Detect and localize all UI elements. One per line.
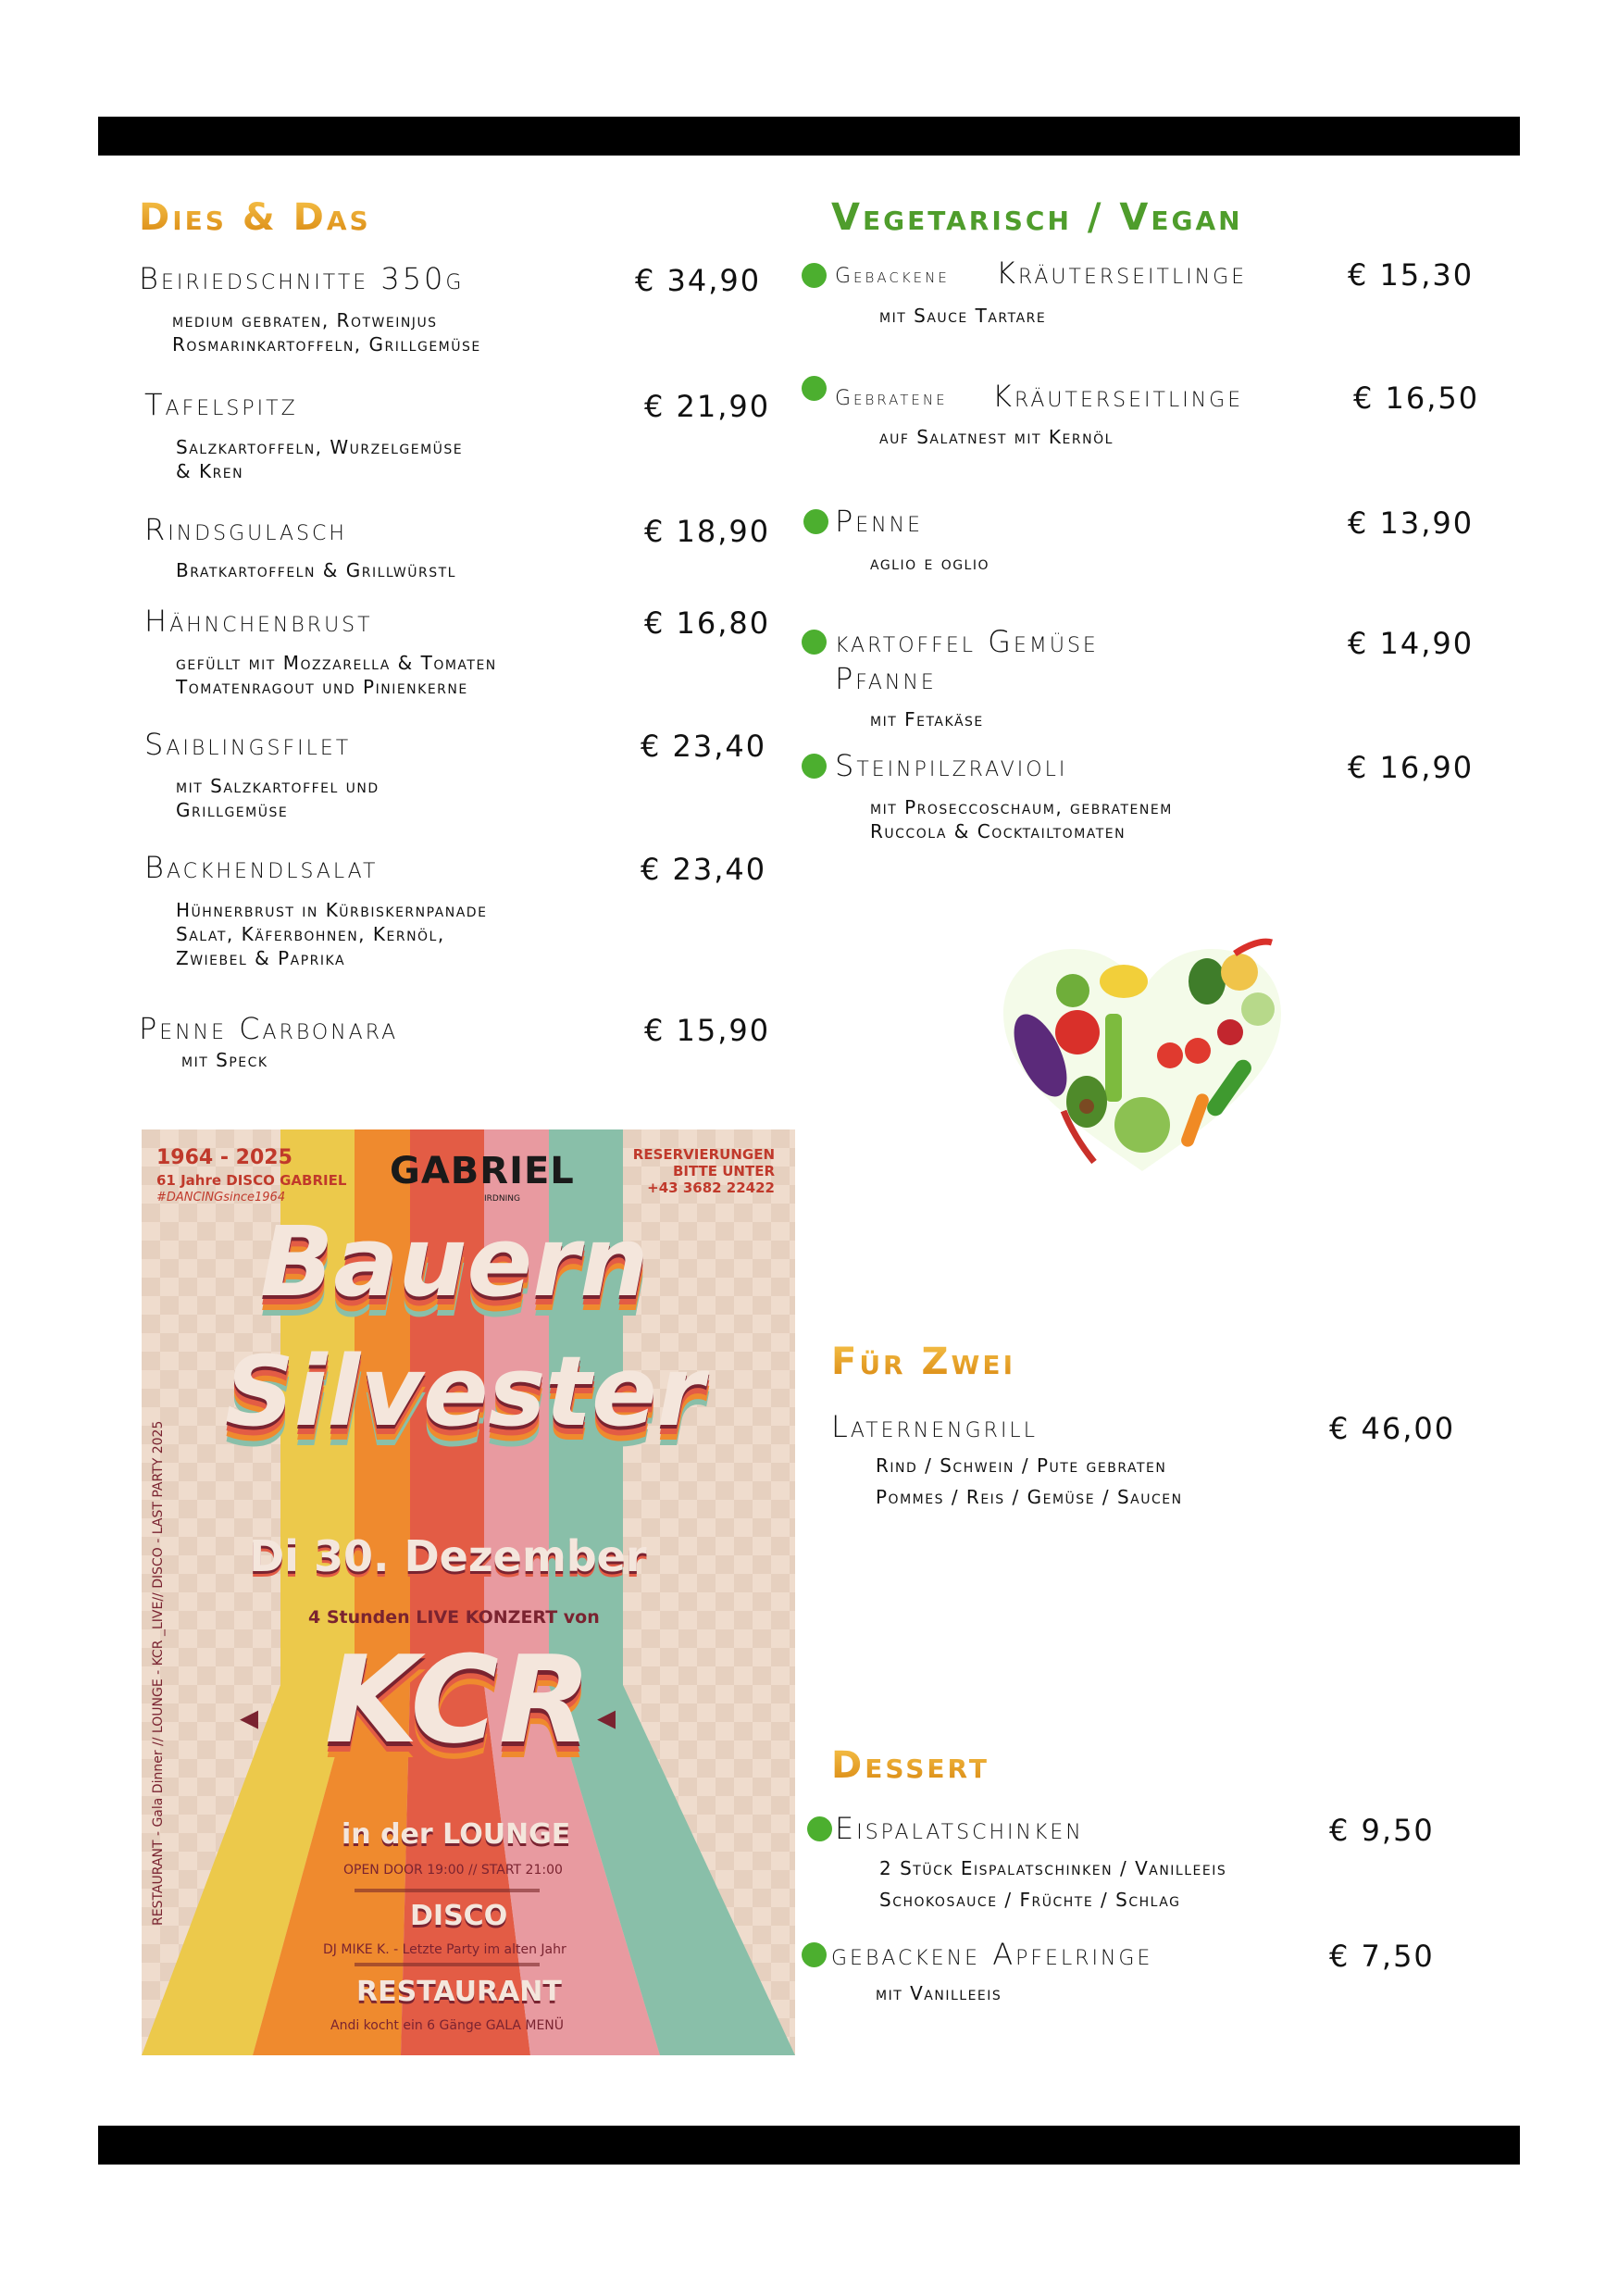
item-name: Kräuterseitlinge [996, 256, 1248, 291]
poster-disco: DISCO [410, 1900, 508, 1932]
poster-lounge: in der LOUNGE [342, 1818, 571, 1851]
vegetarian-dot-icon [802, 630, 827, 655]
vegetarian-dot-icon [803, 509, 828, 534]
vegetarian-dot-icon [802, 263, 827, 288]
poster-restaurant-sub: Andi kocht ein 6 Gänge GALA MENÜ [330, 2018, 565, 2033]
item-name: Eispalatschinken [835, 1811, 1084, 1846]
item-name-line2: Pfanne [835, 661, 937, 696]
item-price: € 15,30 [1348, 257, 1475, 293]
item-desc: Schokosauce / Früchte / Schlag [879, 1889, 1181, 1911]
item-desc: Zwiebel & Paprika [176, 947, 346, 969]
item-desc: Salzkartoffeln, Wurzelgemüse [176, 436, 464, 458]
event-poster [142, 1129, 795, 2055]
item-name-prefix: Gebackene [835, 265, 950, 288]
item-desc: 2 Stück Eispalatschinken / Vanilleeis [879, 1857, 1227, 1879]
item-price: € 23,40 [641, 729, 767, 764]
item-name: Tafelspitz [144, 387, 298, 422]
item-name: Kräuterseitlinge [992, 379, 1244, 414]
poster-reserve-line1: RESERVIERUNGEN [632, 1146, 775, 1163]
item-desc: Pommes / Reis / Gemüse / Saucen [876, 1486, 1183, 1508]
item-price: € 14,90 [1348, 626, 1475, 661]
item-name: Steinpilzravioli [835, 748, 1068, 783]
item-desc: mit Proseccoschaum, gebratenem [870, 796, 1173, 818]
item-price: € 18,90 [644, 514, 771, 549]
bottom-bar [98, 2126, 1520, 2165]
poster-dj: DJ MIKE K. - Letzte Party im alten Jahr [323, 1942, 566, 1957]
item-desc: gefüllt mit Mozzarella & Tomaten [176, 652, 497, 674]
poster-logo: GABRIEL [390, 1150, 575, 1192]
poster-years: 1964 - 2025 [156, 1146, 292, 1169]
item-desc: Salat, Käferbohnen, Kernöl, [176, 923, 445, 945]
item-desc: Hühnerbrust in Kürbiskernpanade [176, 899, 488, 921]
poster-title-line1: Bauern [260, 1205, 649, 1318]
item-desc: Bratkartoffeln & Grillwürstl [176, 559, 456, 581]
section-title-dies-das: Dies & Das [139, 196, 371, 239]
top-bar [98, 117, 1520, 156]
item-name: Backhendlsalat [144, 850, 379, 885]
item-price: € 9,50 [1329, 1813, 1435, 1848]
item-desc: mit Vanilleeis [876, 1982, 1002, 2004]
poster-open: OPEN DOOR 19:00 // START 21:00 [343, 1863, 563, 1878]
item-price: € 7,50 [1329, 1939, 1435, 1974]
section-title-fuer-zwei: Für Zwei [831, 1341, 1015, 1383]
item-price: € 46,00 [1329, 1411, 1456, 1446]
item-desc: Rosmarinkartoffeln, Grillgemüse [172, 333, 481, 356]
item-name-prefix: Gebratene [835, 387, 948, 410]
poster-arrow-left-icon: ◂ [240, 1696, 259, 1739]
item-name: kartoffel Gemüse [835, 624, 1099, 659]
poster-band: KCR [325, 1629, 591, 1770]
item-desc: & Kren [176, 460, 244, 482]
item-desc: medium gebraten, Rotweinjus [172, 309, 438, 331]
item-price: € 16,80 [644, 605, 771, 641]
item-price: € 16,90 [1348, 750, 1475, 785]
poster-reserve-line2: BITTE UNTER [672, 1163, 775, 1179]
item-price: € 13,90 [1348, 505, 1475, 541]
item-name: Laternengrill [831, 1409, 1038, 1444]
item-price: € 21,90 [644, 389, 771, 424]
item-name: Hähnchenbrust [144, 604, 373, 639]
section-title-dessert: Dessert [831, 1744, 989, 1787]
item-name: Rindsgulasch [144, 512, 347, 547]
poster-logo-sub: IRDNING [484, 1194, 520, 1204]
vegetarian-dot-icon [802, 754, 827, 779]
item-name: Saiblingsfilet [144, 727, 352, 762]
item-desc: aglio e oglio [870, 552, 990, 574]
poster-anniversary: 61 Jahre DISCO GABRIEL [156, 1172, 347, 1189]
item-desc: Grillgemüse [176, 799, 289, 821]
item-desc: mit Fetakäse [870, 708, 984, 730]
vegetarian-dot-icon [802, 376, 827, 401]
vegetable-heart-icon [985, 935, 1300, 1185]
item-name: Penne [835, 504, 924, 539]
item-price: € 15,90 [644, 1013, 771, 1048]
poster-side-text: RESTAURANT - Gala Dinner // LOUNGE - KCR _LIVE// DISCO - LAST PARTY 2025 [151, 1420, 166, 1926]
poster-hashtag: #DANCINGsince1964 [156, 1191, 286, 1204]
poster-arrow-right-icon: ◂ [597, 1696, 616, 1739]
item-desc: Tomatenragout und Pinienkerne [176, 676, 468, 698]
poster-date: Di 30. Dezember [249, 1531, 647, 1581]
poster-restaurant: RESTAURANT [356, 1976, 562, 2008]
item-desc: mit Speck [181, 1049, 268, 1071]
item-price: € 34,90 [635, 263, 762, 298]
item-desc: Rind / Schwein / Pute gebraten [876, 1454, 1167, 1477]
item-desc: mit Sauce Tartare [879, 305, 1047, 327]
poster-title-line2: Silvester [225, 1335, 704, 1448]
item-desc: Ruccola & Cocktailtomaten [870, 820, 1126, 842]
item-desc: auf Salatnest mit Kernöl [879, 426, 1114, 448]
poster-live: 4 Stunden LIVE KONZERT von [308, 1607, 600, 1628]
vegetarian-dot-icon [802, 1942, 827, 1967]
poster-reserve-phone: +43 3682 22422 [647, 1179, 775, 1196]
section-title-vegetarisch: Vegetarisch / Vegan [831, 196, 1243, 239]
vegetarian-dot-icon [807, 1816, 832, 1841]
item-name: Beiriedschnitte 350g [139, 261, 465, 296]
item-price: € 23,40 [641, 852, 767, 887]
item-name: Penne Carbonara [139, 1011, 399, 1046]
item-price: € 16,50 [1353, 381, 1480, 416]
item-desc: mit Salzkartoffel und [176, 775, 380, 797]
item-name: gebackene Apfelringe [831, 1937, 1153, 1972]
